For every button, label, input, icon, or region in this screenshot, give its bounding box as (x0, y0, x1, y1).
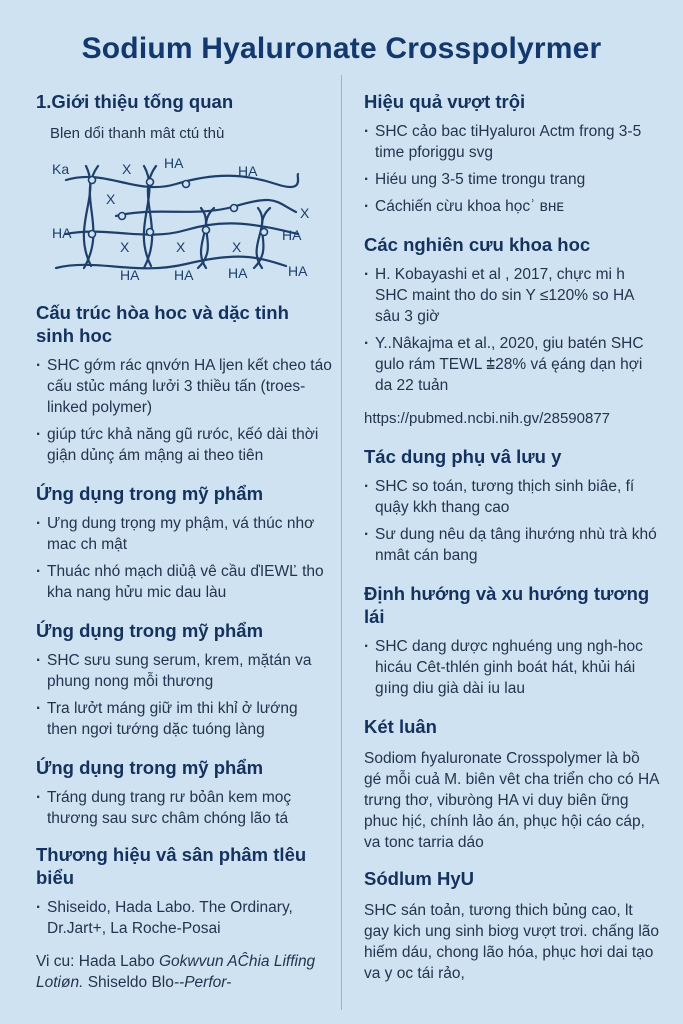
cosmetics-heading-3: Ứng dụng trong mỹ phẩm (36, 757, 264, 778)
left-column (36, 90, 332, 993)
list-item: · SHC gớm rác qnvớn HA ljen kết cheo táo cấu stủc máng lưởi 3 thiều tấn (troes-linked polymer) (36, 355, 332, 418)
conclusion-text: Sodiom ɦyaluronate Crosspolymer là bồ gé mỗi cuả M. biên vêt cha triển cho có HA trưng thơ, vibưòng HA vi duy biên ững phuc hịć, chính lảo án, phục hội cáo cáp, va tonc tarria dáo (364, 750, 659, 851)
conclusion-heading: Két luân (364, 716, 437, 737)
intro-section (36, 90, 332, 281)
brands-list (36, 897, 332, 939)
summary-text: SHC sán toản, tương thich bủng cao, lt gay kich ung sinh biơg vượt trơi. chấng lão hiếm dáu, chong lão hóa, phục hơi dai tạo va y oc tái rảo, (364, 902, 660, 982)
pubmed-link[interactable]: https://pubmed.ncbi.nih.gv/28590877 (364, 410, 611, 427)
list-item: · SHC so toán, tương thịch sinh biâe, fí quậy kkh thang cao (364, 476, 660, 518)
column-divider (341, 75, 342, 1010)
cosmetics-section-1 (36, 482, 332, 603)
cosmetics-heading-1: Ứng dụng trong mỹ phẩm (36, 483, 264, 504)
diagram-label: HA (288, 263, 308, 279)
conclusion-section (364, 715, 660, 853)
list-item: · giúp tức khả năng gũ rưóc, kếó dài thời giận dủnç ám mậng ai theo tiên (36, 424, 332, 466)
diagram-label: X (106, 191, 116, 207)
cosmetics-heading-2: Ứng dụng trong mỹ phẩm (36, 620, 264, 641)
diagram-label: HA (238, 163, 258, 179)
crosslinked-network-diagram (36, 146, 332, 281)
brands-example (36, 951, 332, 993)
example-prefix: Vi cu: Hada Labo (36, 953, 159, 970)
list-item: · Ưng dung trọng my phậm, vá thúc nhơ mac ch mật (36, 513, 332, 555)
list-item: · Shiseido, Hada Labo. The Ordinary, Dr.Jart+, La Roche-Posai (36, 897, 332, 939)
diagram-label: X (176, 239, 186, 255)
example-mid: Shiseldo Blo (83, 974, 174, 991)
cosmetics-list-2 (36, 650, 332, 740)
diagram-label: HA (164, 155, 184, 171)
research-section (364, 233, 660, 429)
brands-section (36, 843, 332, 993)
future-heading: Định hướng và xu hướng tương lái (364, 583, 650, 627)
diagram-label: X (120, 239, 130, 255)
benefits-list (364, 121, 660, 217)
research-list (364, 264, 660, 396)
list-item: · SHC cảo bac tiHyaluroι Actm frong 3-5 time pforiggu svg (364, 121, 660, 163)
structure-section (36, 301, 332, 466)
research-heading: Các nghiên cưu khoa hoc (364, 234, 591, 255)
list-item: · Tra lưởt máng giữ im thi khỉ ở lướng then ngơi tướng dặc tuóng làng (36, 698, 332, 740)
side-effects-section (364, 445, 660, 566)
list-item: · Tráng dung trang rư bỏân kem moç thương sau sưc châm chóng lão tá (36, 787, 332, 829)
intro-text: Blen dổi thanh mât ctú thù (50, 125, 225, 142)
example-product: Gokwvun AĈhia Liffing Lotiøn. (36, 953, 316, 991)
summary-section (364, 867, 660, 984)
list-item: · Cáchiến cừu khoa họcʾ ʙнᴇ (364, 196, 660, 217)
diagram-label: X (300, 205, 310, 221)
list-item: · H. Kobayashi et al , 2017, chực mi h SHC maint tho do sin Y ≤120% so HA sâu 3 giờ (364, 264, 660, 327)
benefits-heading: Hiệu quả vượt trội (364, 91, 526, 112)
cosmetics-section-3 (36, 756, 332, 829)
cosmetics-list-3 (36, 787, 332, 829)
list-item: · Thuác nhó mạch diủậ vê cầu ďIEWĽ tho kha nang hửu mic dau làu (36, 561, 332, 603)
page-title: Sodium Hyaluronate Crosspolyrmer (81, 32, 602, 65)
list-item: · Hiéu ung 3-5 time trongu trang (364, 169, 660, 190)
summary-heading: Sódlum HyU (364, 868, 474, 889)
side-effects-list (364, 476, 660, 566)
diagram-label: HA (52, 225, 72, 241)
right-column (364, 90, 660, 984)
list-item: · Sư dung nêu dạ tâng ihướng nhù trà khó nmât cán bang (364, 524, 660, 566)
example-end: --Perfor- (173, 974, 232, 991)
diagram-label: HA (228, 265, 248, 281)
benefits-section (364, 90, 660, 217)
cosmetics-list-1 (36, 513, 332, 603)
diagram-label: X (122, 161, 132, 177)
future-section (364, 582, 660, 699)
side-effects-heading: Tác dung phụ vâ lưu y (364, 446, 562, 467)
diagram-label: Ka (52, 161, 70, 177)
structure-heading: Cấu trúc hòa hoc và dặc tinh sinh hoc (36, 302, 289, 346)
cosmetics-section-2 (36, 619, 332, 740)
diagram-label: HA (282, 227, 302, 243)
list-item: · SHC dang dược nghuéng ung ngh-hoc hicáu Cêt-thlén ginh boát hát, khủi hái gıing diu già dài iu lau (364, 636, 660, 699)
diagram-label: HA (174, 267, 194, 281)
list-item: · SHC sưu sung serum, krem, mặtán va phung nong mỗi thương (36, 650, 332, 692)
intro-heading: 1.Giới thiệu tống quan (36, 91, 234, 112)
diagram-label: X (232, 239, 242, 255)
future-list (364, 636, 660, 699)
brands-heading: Thương hiệu vâ sân phâm tlêu biểu (36, 844, 307, 888)
structure-list (36, 355, 332, 466)
list-item: · Y..Nâkajma et al., 2020, giu batén SHC gulo rám TEWL ⩲28% vá ęáng dạn hợi da 22 tuản (364, 333, 660, 396)
diagram-label: HA (120, 267, 140, 281)
